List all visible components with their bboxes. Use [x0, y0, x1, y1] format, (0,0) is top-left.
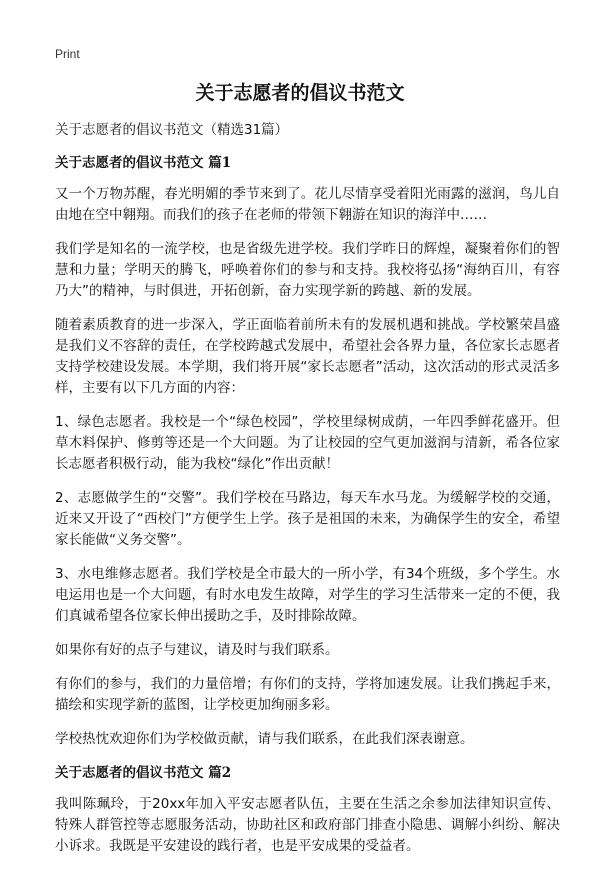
section-heading: 关于志愿者的倡议书范文 篇2: [55, 765, 232, 781]
paragraph: 又一个万物苏醒，春光明媚的季节来到了。花儿尽情享受着阳光雨露的滋润，鸟儿自由地在空中翱翔。而我们的孩子在老师的带领下翱游在知识的海洋中……: [55, 186, 560, 223]
paragraph: 我们学是知名的一流学校，也是省级先进学校。我们学昨日的辉煌，凝聚着你们的智慧和力量；学明天的腾飞，呼唤着你们的参与和支持。我校将弘扬“海纳百川，有容乃大”的精神，与时俱进，开拓创新，奋力实现学新的跨越、新的发展。: [55, 241, 560, 299]
section-heading: 关于志愿者的倡议书范文 篇1: [55, 155, 232, 171]
section-1: [55, 153, 560, 750]
section-2: [55, 763, 560, 857]
paragraph: 2、志愿做学生的“交警”。我们学校在马路边，每天车水马龙。为缓解学校的交通，近来又开设了“西校门”方便学生上学。孩子是祖国的未来，为确保学生的安全，希望家长能做“义务交警”。: [55, 490, 560, 548]
paragraph: 随着素质教育的进一步深入，学正面临着前所未有的发展机遇和挑战。学校繁荣昌盛是我们义不容辞的责任，在学校跨越式发展中，希望社会各界力量，各位家长志愿者支持学校建设发展。本学期，我们将开展“家长志愿者”活动，这次活动的形式灵活多样，主要有以下几方面的内容：: [55, 317, 560, 396]
paragraph: 1、绿色志愿者。我校是一个“绿色校园”，学校里绿树成荫，一年四季鲜花盛开。但草木料保护、修剪等还是一个大问题。为了让校园的空气更加滋润与清新，希各位家长志愿者积极行动，能为我校“绿化”作出贡献！: [55, 414, 560, 472]
paragraph: 如果你有好的点子与建议，请及时与我们联系。: [55, 642, 339, 658]
paragraph: 3、水电维修志愿者。我们学校是全市最大的一所小学，有34个班级，多个学生。水电运用也是一个大问题，有时水电发生故障，对学生的学习生活带来一定的不便，我们真诚希望各位家长伸出援助之手，及时排除故障。: [55, 566, 560, 624]
paragraph: 我叫陈珮玲，于20xx年加入平安志愿者队伍，主要在生活之余参加法律知识宣传、特殊人群管控等志愿服务活动，协助社区和政府部门排查小隐患、调解小纠纷、解决小诉求。我既是平安建设的践行者，也是平安成果的受益者。: [55, 796, 560, 854]
paragraph: 有你们的参与，我们的力量倍增；有你们的支持，学将加速发展。让我们携起手来，描绘和实现学新的蓝图，让学校更加绚丽多彩。: [55, 676, 560, 713]
print-link[interactable]: Print: [55, 47, 80, 61]
document-body: [55, 120, 560, 870]
document-subtitle: 关于志愿者的倡议书范文（精选31篇）: [55, 122, 289, 138]
page-title: 关于志愿者的倡议书范文: [195, 82, 405, 104]
paragraph: 学校热忱欢迎你们为学校做贡献，请与我们联系，在此我们深表谢意。: [55, 731, 474, 747]
